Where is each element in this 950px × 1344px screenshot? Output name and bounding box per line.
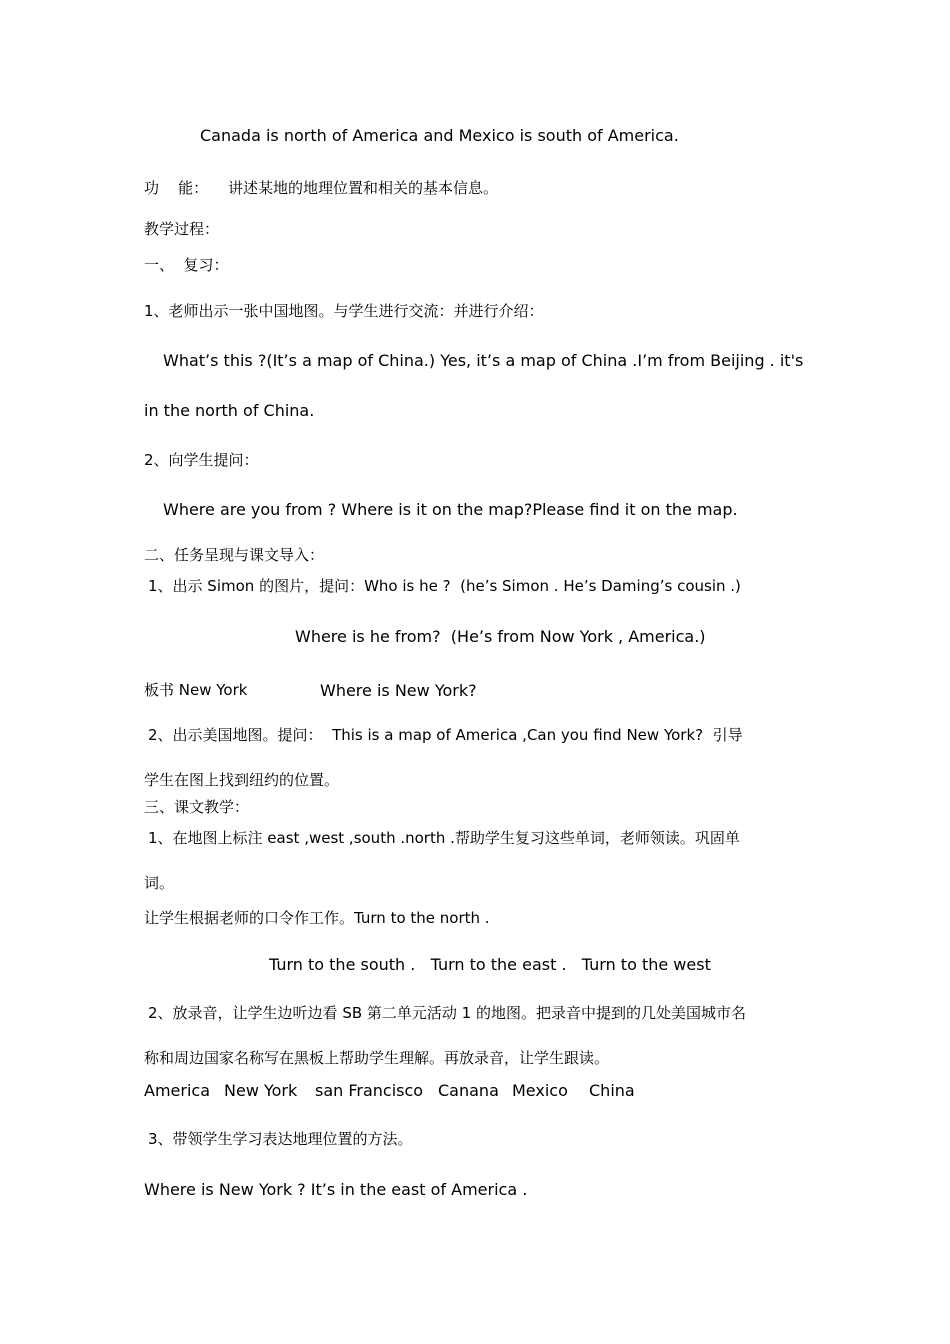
city-list-item: America <box>144 1081 210 1100</box>
section-heading-lesson: 三、课文教学： <box>144 798 250 816</box>
task-step-2-cont: 学生在图上找到纽约的位置。 <box>144 771 340 789</box>
lesson-step-3: 3、带领学生学习表达地理位置的方法。 <box>148 1130 413 1148</box>
function-label: 功 能： <box>144 179 209 197</box>
function-text: 讲述某地的地理位置和相关的基本信息。 <box>228 179 499 197</box>
lesson-step-2-cont: 称和周边国家名称写在黑板上帮助学生理解。再放录音，让学生跟读。 <box>144 1049 610 1067</box>
lesson-step-2: 2、放录音，让学生边听边看 SB 第二单元活动 1 的地图。把录音中提到的几处美国城市名 <box>148 1004 746 1022</box>
task-step-2: 2、出示美国地图。提问： This is a map of America ,Can you find New York? 引导 <box>148 726 743 744</box>
section-heading-process: 教学过程： <box>144 220 220 238</box>
city-list-item: san Francisco <box>315 1081 424 1100</box>
city-list-item: Canana <box>438 1081 499 1100</box>
dialogue-line-2: in the north of China. <box>144 401 315 420</box>
step-2-text: 2、向学生提问： <box>144 451 259 469</box>
dialogue-line-1: What’s this ?(It’s a map of China.) Yes, it’s a map of China .I’m from Beijing . it's <box>163 351 804 370</box>
question-line: Where are you from ? Where is it on the map?Please find it on the map. <box>163 500 738 519</box>
lesson-step-1-cont: 词。 <box>144 874 175 892</box>
section-heading-review: 一、 复习： <box>144 256 229 274</box>
example-sentence: Where is New York ? It’s in the east of America . <box>144 1180 528 1199</box>
lesson-step-1: 1、在地图上标注 east ,west ,south .north .帮助学生复习这些单词，老师领读。巩固单 <box>148 829 740 847</box>
intro-sentence: Canada is north of America and Mexico is south of America. <box>200 126 679 145</box>
city-list-item: Mexico <box>512 1081 568 1100</box>
section-heading-task: 二、任务呈现与课文导入： <box>144 546 325 564</box>
command-intro: 让学生根据老师的口令作工作。Turn to the north . <box>144 909 490 927</box>
blackboard-label: 板书 New York <box>144 681 248 699</box>
step-1-text: 1、老师出示一张中国地图。与学生进行交流：并进行介绍： <box>144 302 544 320</box>
city-list-item: New York <box>224 1081 298 1100</box>
task-step-1: 1、出示 Simon 的图片，提问：Who is he ? (he’s Simon . He’s Daming’s cousin .) <box>148 577 741 595</box>
blackboard-question: Where is New York? <box>320 681 477 700</box>
command-directions: Turn to the south . Turn to the east . Turn to the west <box>269 955 711 974</box>
task-step-1-answer: Where is he from? (He’s from Now York , America.) <box>295 627 706 646</box>
city-list-item: China <box>589 1081 635 1100</box>
